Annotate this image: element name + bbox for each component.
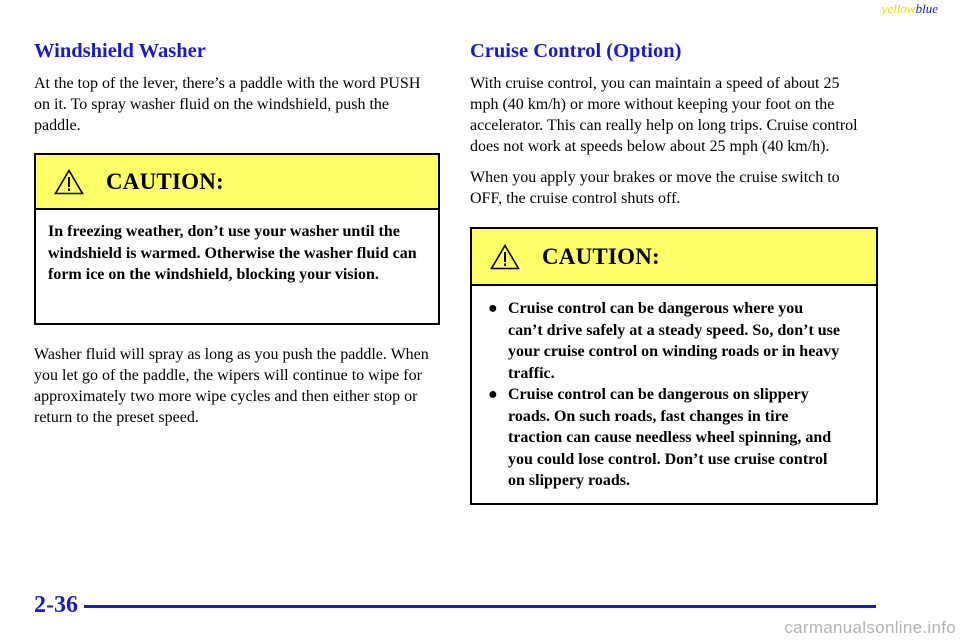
cruise-control-heading: Cruise Control (Option) [470, 40, 682, 62]
left-column [34, 38, 440, 438]
cruise-caution-box [470, 227, 878, 505]
caution-body [36, 210, 438, 298]
cruise-caution-list [484, 298, 840, 492]
cruise-paragraph-2: When you apply your brakes or move the cruise switch to OFF, the cruise control shuts off. [470, 169, 840, 207]
right-column [470, 38, 878, 505]
footer-rule [84, 605, 876, 608]
caution-body [472, 286, 876, 504]
caution-title: CAUTION: [542, 243, 660, 269]
warning-triangle-icon [490, 244, 520, 270]
caution-header [36, 155, 438, 210]
color-tag [882, 1, 938, 17]
caution-bullet-text: Cruise control can be dangerous on slippery roads. On such roads, fast changes in tire traction can cause needless wheel spinning, and you could lose control. Don’t use cruise control on slippery roads. [508, 386, 832, 489]
bullet-icon: ● [488, 386, 498, 403]
caution-bullet-item [484, 298, 840, 384]
caution-header [472, 229, 876, 286]
caution-bullet-text: Cruise control can be dangerous where you can’t drive safely at a steady speed. So, don’t use your cruise control on winding roads or in heavy traffic. [508, 300, 840, 382]
bullet-icon: ● [488, 300, 498, 317]
warning-triangle-icon [54, 169, 84, 195]
washer-caution-text: In freezing weather, don’t use your washer until the windshield is warmed. Otherwise the washer fluid can form ice on the windshield, blocking your vision. [48, 223, 417, 283]
color-tag-blue: blue [915, 1, 938, 16]
cruise-paragraph-1: With cruise control, you can maintain a speed of about 25 mph (40 km/h) or more without keeping your foot on the accelerator. This can really help on long trips. Cruise control does not work at speeds below about 25 mph (40 km/h). [470, 75, 858, 155]
watermark: carmanualsonline.info [784, 618, 956, 637]
color-tag-yellow: yellow [881, 1, 916, 16]
caution-bullet-item [484, 384, 840, 492]
caution-title: CAUTION: [106, 168, 224, 194]
windshield-washer-heading: Windshield Washer [34, 40, 206, 62]
page-number: 2-36 [34, 592, 78, 618]
washer-intro-paragraph: At the top of the lever, there’s a paddle with the word PUSH on it. To spray washer fluid on the windshield, push the paddle. [34, 75, 421, 134]
washer-caution-box [34, 153, 440, 325]
washer-after-paragraph: Washer fluid will spray as long as you push the paddle. When you let go of the paddle, the wipers will continue to wipe for approximately two more wipe cycles and then either stop or return to the preset speed. [34, 346, 429, 426]
